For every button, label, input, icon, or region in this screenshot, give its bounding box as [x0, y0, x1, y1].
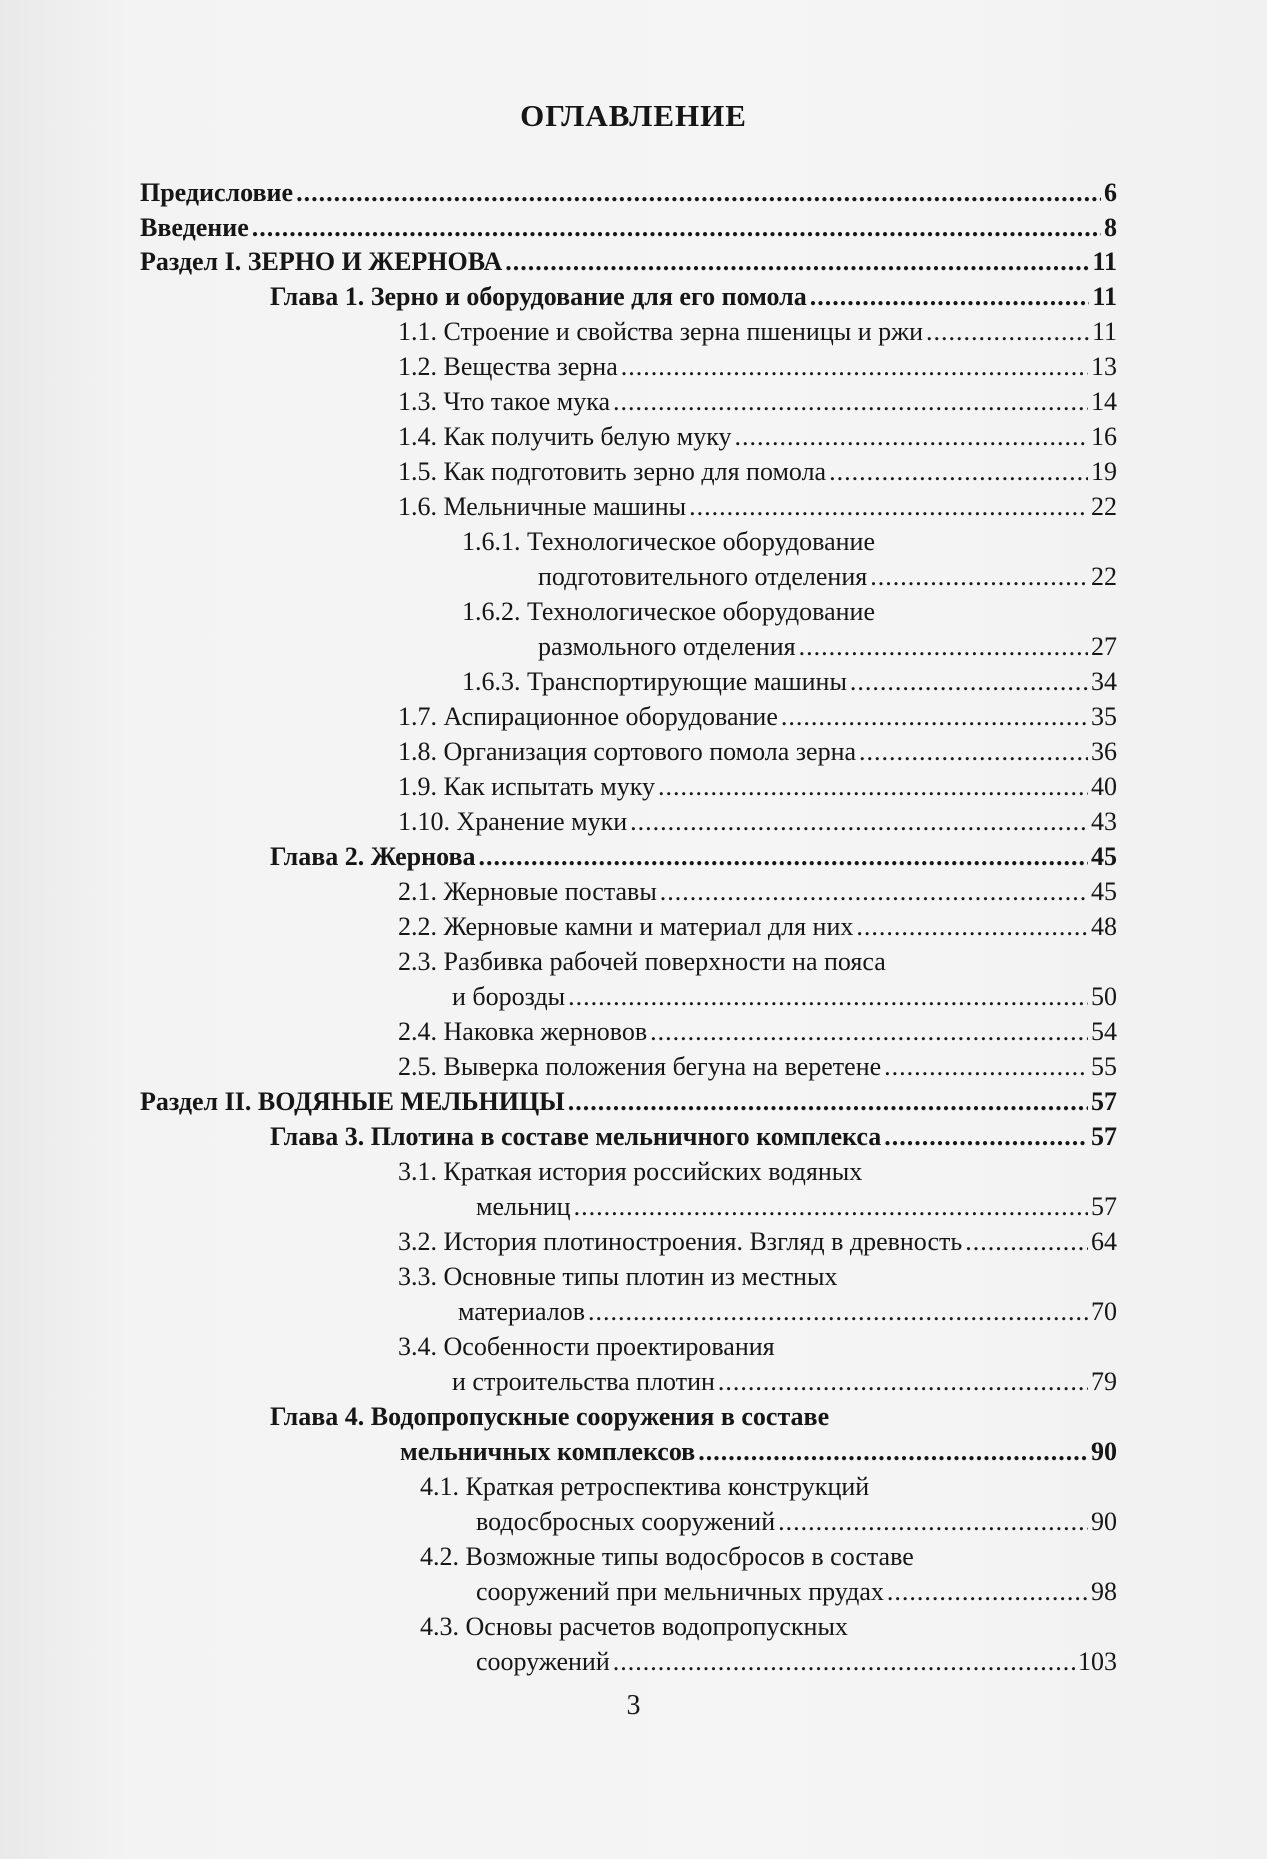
toc-entry-1-6-3: 1.6.3. Транспортирующие машины ..... 34	[462, 664, 1117, 700]
toc-entry-1-2: 1.2. Вещества зерна ..... 13	[398, 349, 1117, 385]
toc-entry-chapter-3: Глава 3. Плотина в составе мельничного комплекса ..... 57	[270, 1119, 1117, 1155]
toc-entry-1-4: 1.4. Как получить белую муку ..... 16	[398, 419, 1117, 455]
toc-entry-1-6-2-first-line: 1.6.2. Технологическое оборудование	[462, 597, 876, 626]
toc-entry-chapter-1: Глава 1. Зерно и оборудование для его помола ..... 11	[270, 279, 1117, 315]
toc-entry-2-5: 2.5. Выверка положения бегуна на веретене ..... 55	[398, 1049, 1117, 1085]
toc-entry-section-2: Раздел II. ВОДЯНЫЕ МЕЛЬНИЦЫ ..... 57	[140, 1084, 1117, 1120]
toc-entry-1-7: 1.7. Аспирационное оборудование ..... 35	[398, 699, 1117, 735]
page-number: 3	[626, 1690, 641, 1721]
toc-entry-section-1: Раздел I. ЗЕРНО И ЖЕРНОВА ..... 11	[140, 244, 1117, 280]
toc-entry-3-1: мельниц ..... 57	[476, 1189, 1117, 1225]
toc-entry-4-1: водосбросных сооружений ..... 90	[476, 1504, 1117, 1540]
toc-entry-3-2: 3.2. История плотиностроения. Взгляд в древность ..... 64	[398, 1224, 1117, 1260]
toc-entry-chapter-4-first-line: Глава 4. Водопропускные сооружения в составе	[270, 1402, 830, 1431]
toc-entry-1-9: 1.9. Как испытать муку ..... 40	[398, 769, 1117, 805]
toc-entry-2-1: 2.1. Жерновые поставы ..... 45	[398, 874, 1117, 910]
toc-entry-2-3: и борозды ..... 50	[452, 979, 1117, 1015]
toc-entry-4-2-first-line: 4.2. Возможные типы водосбросов в составе	[420, 1542, 914, 1571]
toc-entry-chapter-2: Глава 2. Жернова ..... 45	[270, 839, 1117, 875]
toc-entry-4-3: сооружений ..... 103	[476, 1644, 1117, 1680]
toc-entry-1-6-1: подготовительного отделения ..... 22	[538, 559, 1117, 595]
toc-entry-2-4: 2.4. Наковка жерновов ..... 54	[398, 1014, 1117, 1050]
toc-entry-1-3: 1.3. Что такое мука ..... 14	[398, 384, 1117, 420]
toc-entry-1-6-1-first-line: 1.6.1. Технологическое оборудование	[462, 527, 876, 556]
toc-entry-3-4: и строительства плотин ..... 79	[452, 1364, 1117, 1400]
toc-entry-preface: Предисловие ..... 6	[140, 175, 1117, 211]
toc-entry-1-8: 1.8. Организация сортового помола зерна ..... 36	[398, 734, 1117, 770]
toc-entry-1-6: 1.6. Мельничные машины ..... 22	[398, 489, 1117, 525]
page-title: ОГЛАВЛЕНИЕ	[520, 98, 747, 133]
toc-entry-chapter-4: мельничных комплексов ..... 90	[400, 1434, 1117, 1470]
toc-entry-3-3: материалов ..... 70	[458, 1294, 1117, 1330]
toc-entry-2-3-first-line: 2.3. Разбивка рабочей поверхности на пояса	[398, 947, 886, 976]
toc-entry-1-5: 1.5. Как подготовить зерно для помола ..... 19	[398, 454, 1117, 490]
toc-entry-2-2: 2.2. Жерновые камни и материал для них ..... 48	[398, 909, 1117, 945]
toc-entry-1-6-2: размольного отделения ..... 27	[538, 629, 1117, 665]
toc-entry-4-3-first-line: 4.3. Основы расчетов водопропускных	[420, 1612, 848, 1641]
toc-entry-1-10: 1.10. Хранение муки ..... 43	[398, 804, 1117, 840]
toc-entry-4-2: сооружений при мельничных прудах ..... 98	[476, 1574, 1117, 1610]
toc-entry-3-3-first-line: 3.3. Основные типы плотин из местных	[398, 1262, 838, 1291]
toc-entry-3-4-first-line: 3.4. Особенности проектирования	[398, 1332, 775, 1361]
toc-entry-1-1: 1.1. Строение и свойства зерна пшеницы и ржи ..... 11	[398, 314, 1117, 350]
toc-entry-4-1-first-line: 4.1. Краткая ретроспектива конструкций	[420, 1472, 870, 1501]
toc-entry-introduction: Введение ..... 8	[140, 210, 1117, 246]
toc-entry-3-1-first-line: 3.1. Краткая история российских водяных	[398, 1157, 863, 1186]
